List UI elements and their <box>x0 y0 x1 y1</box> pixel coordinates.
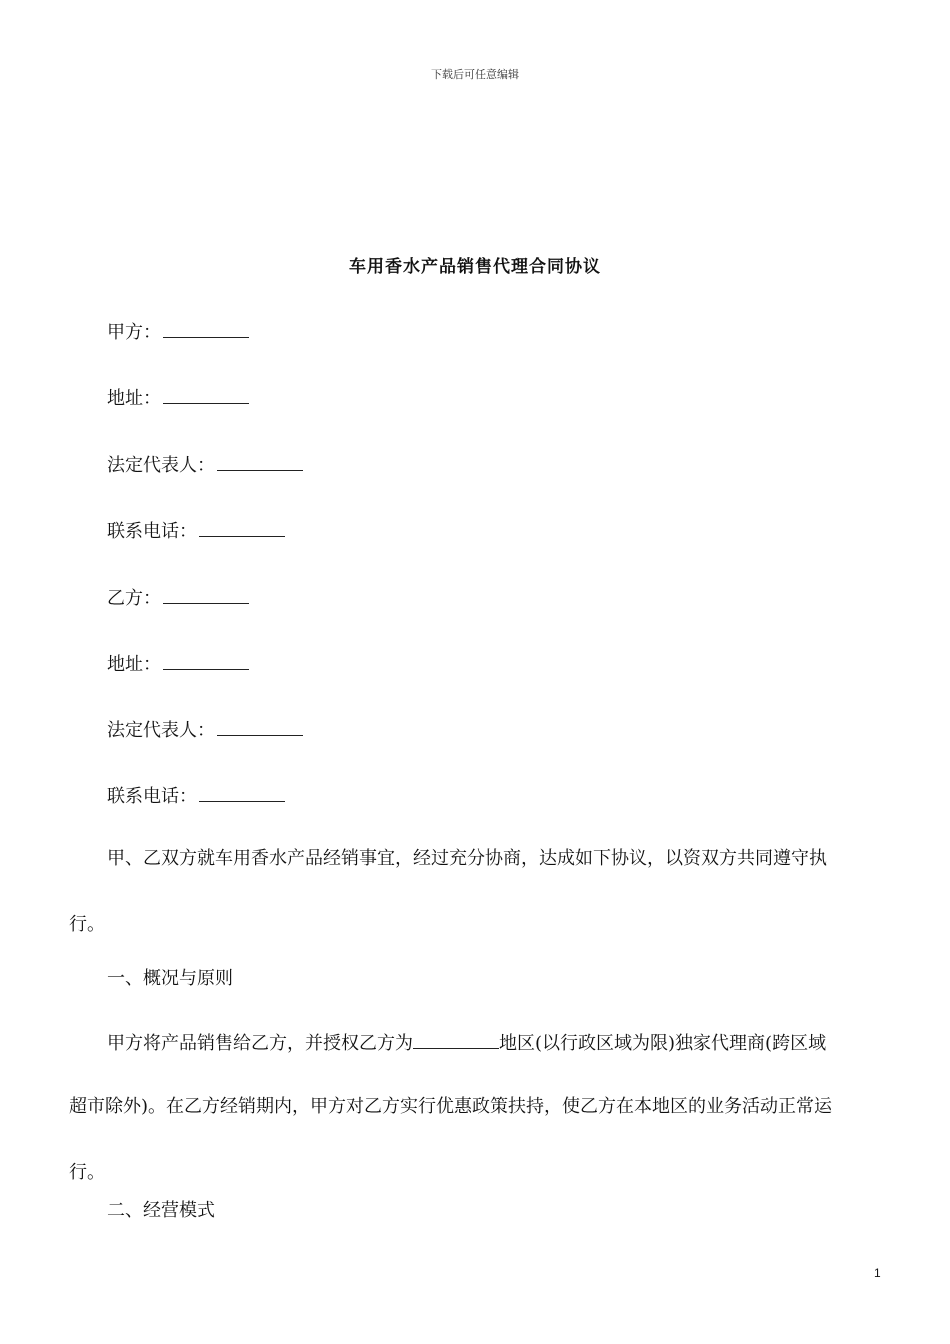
page-header: 下载后可任意编辑 <box>431 68 519 81</box>
field-label: 法定代表人： <box>107 455 215 476</box>
paragraph-line: 行。 <box>69 914 105 935</box>
field-phone-a <box>107 517 285 543</box>
page-number: 1 <box>874 1266 881 1280</box>
paragraph-text: 甲方将产品销售给乙方，并授权乙方为 <box>107 1033 413 1054</box>
field-party-b <box>107 584 249 610</box>
paragraph-line <box>69 1030 889 1096</box>
fill-blank <box>199 783 285 802</box>
field-label: 联系电话： <box>107 786 197 807</box>
field-label: 联系电话： <box>107 521 197 542</box>
field-label: 地址： <box>107 654 161 675</box>
fill-blank <box>217 452 303 471</box>
fill-blank <box>217 717 303 736</box>
field-rep-b <box>107 716 303 742</box>
paragraph-line: 超市除外)。在乙方经销期内，甲方对乙方实行优惠政策扶持，使乙方在本地区的业务活动正常运 <box>69 1096 833 1117</box>
fill-blank <box>163 651 249 670</box>
fill-blank <box>163 385 249 404</box>
fill-blank <box>199 518 285 537</box>
field-label: 乙方： <box>107 588 161 609</box>
field-label: 地址： <box>107 388 161 409</box>
field-label: 法定代表人： <box>107 720 215 741</box>
paragraph-line: 甲、乙双方就车用香水产品经销事宜，经过充分协商，达成如下协议，以资双方共同遵守执 <box>107 848 827 869</box>
field-rep-a <box>107 451 303 477</box>
fill-blank <box>413 1030 499 1049</box>
paragraph-text: 地区(以行政区域为限)独家代理商(跨区域 <box>499 1033 827 1054</box>
field-label: 甲方： <box>107 322 161 343</box>
paragraph-line: 行。 <box>69 1162 105 1183</box>
document-title: 车用香水产品销售代理合同协议 <box>349 257 601 277</box>
section-heading-overview: 一、概况与原则 <box>107 968 233 989</box>
intro-paragraph <box>69 848 889 980</box>
fill-blank <box>163 319 249 338</box>
section-heading-business-model: 二、经营模式 <box>107 1200 215 1221</box>
fill-blank <box>163 585 249 604</box>
field-address-b <box>107 650 249 676</box>
field-address-a <box>107 384 249 410</box>
field-phone-b <box>107 782 285 808</box>
field-party-a <box>107 318 249 344</box>
